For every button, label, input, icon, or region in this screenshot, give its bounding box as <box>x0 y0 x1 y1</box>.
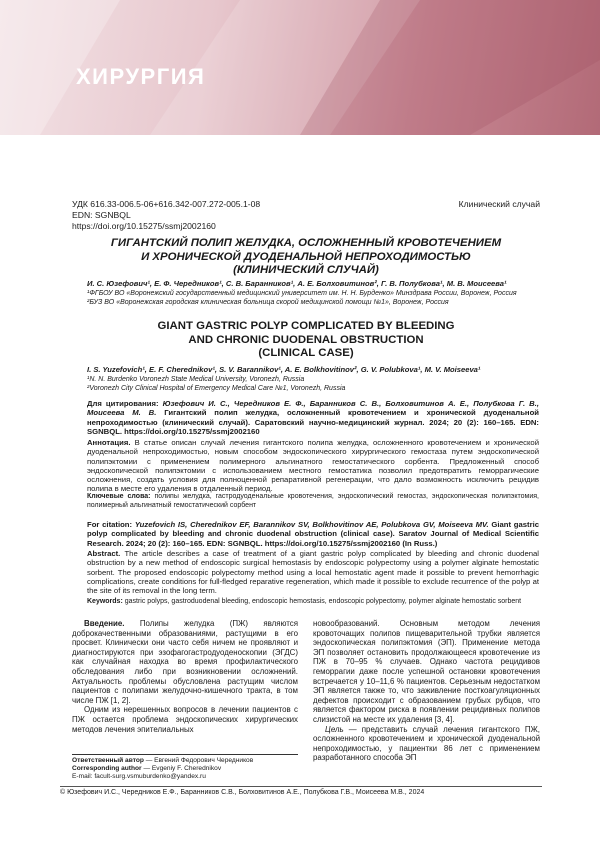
abstract-en <box>87 549 539 595</box>
citation-authors: Yuzefovich IS, Cherednikov EF, Barannikov SV, Bolkhovitinov AE, Polubkova GV, Moiseeva MV. <box>134 520 489 529</box>
title-en-line: GIANT GASTRIC POLYP COMPLICATED BY BLEEDING <box>157 320 455 332</box>
body-paragraph <box>313 725 540 763</box>
footnote-divider <box>72 754 298 755</box>
authors-en: I. S. Yuzefovich¹, E. F. Cherednikov¹, S. V. Barannikov¹, A. E. Bolkhovitinov², G. V. Polubkova¹, M. V. Moiseeva¹ <box>87 365 481 374</box>
paragraph-text: Полипы желудка (ПЖ) являются доброкачественными образованиями, растущими в его просвет. Клинически они часто себя ничем не проявляют и диагностируются при эзофагогастродуоденоскопии (ЭГДС) как случайная находка во время профилактического обследования либо при возникновении осложнений. Актуальность проблемы обусловлена растущим числом пациентов с полипами желудочно-кишечного тракта, в том числе ПЖ [1, 2]. <box>72 619 298 705</box>
keywords-ru <box>87 493 539 511</box>
citation-text: Гигантский полип желудка, осложненный кровотечением и хронической дуоденальной непроходимостью (клинический случай). Саратовский научно-медицинский журнал. 2024; 20 (2): 160–165. EDN: SGNBQL. https://doi.org/10.15275/ssmj2002160 <box>87 408 539 436</box>
affiliations-en <box>87 376 539 394</box>
body-paragraph: новообразований. Основным методом лечения кровоточащих полипов пищеварительной трубки является эндоскопическая полипэктомия (ЭП). Применение метода ЭП позволяет остановить продолжающееся кровотечение из ПЖ в 70–95 % случаев. Однако частота рецидивов геморрагии даже после успешной остановки кровотечения встречается у 10–11,6 % пациентов. Серьезным недостатком ЭП является также то, что заживление посткоагуляционных дефектов происходит с образованием грубых рубцов, что является фактором риска в появлении рецидивных полипов слизистой на месте их удаления [3, 4]. <box>313 619 540 724</box>
keywords-text: gastric polyps, gastroduodenal bleeding, endoscopic hemostasis, endoscopic polypectomy, polymer alginate hemostatic sorbent <box>124 598 522 605</box>
article-meta <box>72 199 260 232</box>
title-ru-line: ГИГАНТСКИЙ ПОЛИП ЖЕЛУДКА, ОСЛОЖНЕННЫЙ КРОВОТЕЧЕНИЕМ <box>110 237 502 249</box>
citation-label: Для цитирования: <box>87 399 159 408</box>
affiliation: ²БУЗ ВО «Воронежская городская клиническая больница скорой медицинской помощи №1», Воронеж, Россия <box>87 299 449 307</box>
keywords-label: Keywords: <box>87 598 123 605</box>
intro-label: Введение. <box>84 619 125 628</box>
keywords-label: Ключевые слова: <box>87 493 151 500</box>
body-paragraph <box>72 619 298 705</box>
title-en-line: (CLINICAL CASE) <box>258 347 354 359</box>
paragraph-text: — представить случай лечения гигантского ПЖ, осложненного кровотечением и хронической дуоденальной непроходимостью, у пациентки 86 лет с применением разработанного способа ЭП <box>313 724 540 763</box>
citation-authors: Юзефович И. С., Чередников Е. Ф., Баранников С. В., Болховитинов А. Е., Полубкова Г. В., Моисеева М. В. <box>87 399 539 418</box>
body-column-left <box>72 619 298 734</box>
title-ru-line: И ХРОНИЧЕСКОЙ ДУОДЕНАЛЬНОЙ НЕПРОХОДИМОСТЬЮ <box>141 250 471 263</box>
footnote-value: — Evgeniy F. Cherednikov <box>143 765 222 773</box>
footnote <box>72 757 312 782</box>
udc-code: УДК 616.33-006.5-06+616.342-007.272-005.1-08 <box>72 199 261 209</box>
email-link[interactable]: E-mail: facult-surg.vsmuburdenko@yandex.ru <box>72 773 206 781</box>
keywords-en <box>87 598 539 607</box>
section-banner <box>0 0 600 135</box>
affiliations-ru <box>87 290 539 308</box>
title-en-line: AND CHRONIC DUODENAL OBSTRUCTION <box>188 333 424 346</box>
footnote-label: Ответственный автор <box>72 757 144 764</box>
citation-label: For citation: <box>87 520 133 529</box>
abstract-text: The article describes a case of treatment of a giant gastric polyp complicated by bleeding and chronic duodenal obstruction by a new method of endoscopic surgical hemostasis by endoscopic polypectomy using a polymer alginate hemostatic sorbent. The proposed endoscopic polypectomy method using a local hemostatic agent made it possible to prevent hemorrhagic complications, create conditions for full-fledged reparative regeneration, which made it possible to exclude recurrence of the polyp at the site of its removal in the long term. <box>87 549 539 596</box>
footnote-value: — Евгений Федорович Чередников <box>145 757 254 764</box>
article-title-ru <box>72 237 540 278</box>
edn-code: EDN: SGNBQL <box>72 210 131 220</box>
footnote-label: Corresponding author <box>72 765 142 773</box>
copyright: © Юзефович И.С., Чередников Е.Ф., Баранников С.В., Болховитинов А.Е., Полубкова Г.В., Моисеева М.В., 2024 <box>60 789 425 796</box>
goal-label: Цель <box>325 724 344 734</box>
affiliation: ²Voronezh City Clinical Hospital of Emergency Medical Care №1, Voronezh, Russia <box>87 385 346 393</box>
affiliation: ¹N. N. Burdenko Voronezh State Medical University, Voronezh, Russia <box>87 376 305 383</box>
article-rubric: Клинический случай <box>458 199 540 209</box>
title-ru-line: (КЛИНИЧЕСКИЙ СЛУЧАЙ) <box>233 264 379 276</box>
body-column-right <box>313 619 540 763</box>
citation-text: Giant gastric polyp complicated by bleeding and chronic duodenal obstruction (clinical case). Saratov Journal of Medical Scientific Research. 2024; 20 (2): 160–165. EDN: SGNBQL. https://doi.org/10.15275/ssmj2002160 (In Russ.) <box>87 520 540 548</box>
authors-ru: И. С. Юзефович¹, Е. Ф. Чередников¹, С. В. Баранников¹, А. Е. Болховитинов², Г. В. Полубкова¹, М. В. Моисеева¹ <box>87 279 507 288</box>
abstract-text: В статье описан случай лечения гигантского полипа желудка, осложненного кровотечением и хронической дуоденальной непроходимостью, новым способом эндоскопического хирургического гемостаза путем эндоскопической полипэктомии с применением полимерного альгинатного гемостатического сорбента. Предложенный способ эндоскопической полипэктомии с использованием местного гемостатика позволил предотвратить геморрагические осложнения, создать условия для полноценной репаративной регенерации, что дало возможность исключить рецидив полипа в месте его удаления в отдаленный период. <box>87 438 540 494</box>
abstract-label: Аннотация. <box>87 438 131 447</box>
doi-link[interactable]: https://doi.org/10.15275/ssmj2002160 <box>72 221 216 231</box>
keywords-text: полипы желудка, гастродуоденальные кровотечения, эндоскопический гемостаз, эндоскопическая полипэктомия, полимерный альгинатный гемостатический сорбент <box>87 493 539 509</box>
affiliation: ¹ФГБОУ ВО «Воронежский государственный медицинский университет им. Н. Н. Бурденко» Минздрава России, Воронеж, Россия <box>87 290 517 297</box>
abstract-ru <box>87 438 539 494</box>
citation-ru <box>87 399 539 436</box>
article-title-en <box>72 320 540 361</box>
body-paragraph: Одним из нерешенных вопросов в лечении пациентов с ПЖ остается проблема эндоскопических хирургических методов лечения эпителиальных <box>72 705 298 734</box>
bottom-divider <box>60 786 542 787</box>
abstract-label: Abstract. <box>87 549 121 558</box>
section-title: ХИРУРГИЯ <box>76 64 206 89</box>
citation-en <box>87 520 539 548</box>
